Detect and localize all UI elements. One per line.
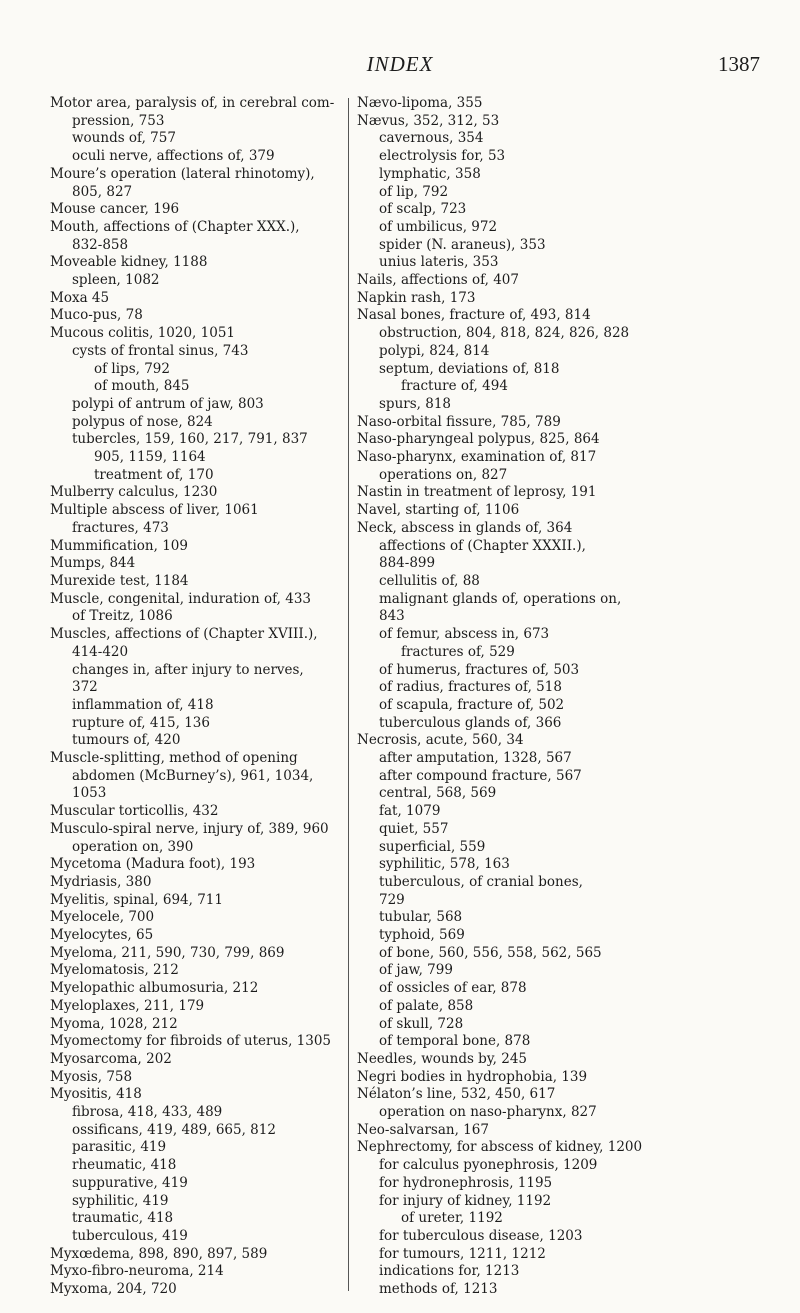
index-entry: 843	[379, 608, 405, 625]
index-entry: cysts of frontal sinus, 743	[72, 342, 249, 359]
index-column-right	[357, 95, 769, 1299]
index-entry: treatment of, 170	[94, 466, 214, 483]
index-entry: Moure’s operation (lateral rhinotomy),	[50, 165, 315, 182]
index-entry: Muscle, congenital, induration of, 433	[50, 590, 311, 607]
index-entry: spider (N. araneus), 353	[379, 236, 546, 253]
index-entry: of lips, 792	[94, 360, 170, 377]
index-entry: Muscular torticollis, 432	[50, 803, 219, 820]
index-entry: of radius, fractures of, 518	[379, 679, 562, 696]
index-entry: Naso-pharyngeal polypus, 825, 864	[357, 431, 600, 448]
index-entry: after amputation, 1328, 567	[379, 750, 572, 767]
index-entry: polypus of nose, 824	[72, 413, 213, 430]
index-entry: for tumours, 1211, 1212	[379, 1245, 546, 1262]
index-entry: of lip, 792	[379, 183, 449, 200]
index-entry: 729	[379, 891, 405, 908]
index-entry: Myeloplaxes, 211, 179	[50, 997, 205, 1014]
index-entry: 805, 827	[72, 183, 133, 200]
index-entry: changes in, after injury to nerves,	[72, 661, 304, 678]
index-entry: suppurative, 419	[72, 1174, 188, 1191]
index-column-left	[50, 95, 345, 1299]
index-entry: Myeloma, 211, 590, 730, 799, 869	[50, 944, 285, 961]
index-entry: Myelocytes, 65	[50, 927, 154, 944]
index-entry: Mucous colitis, 1020, 1051	[50, 325, 235, 342]
index-entry: indications for, 1213	[379, 1263, 520, 1280]
index-entry: Mouse cancer, 196	[50, 201, 180, 218]
index-entry: of scapula, fracture of, 502	[379, 696, 565, 713]
index-entry: Nails, affections of, 407	[357, 272, 519, 289]
index-entry: fibrosa, 418, 433, 489	[72, 1104, 223, 1121]
index-entry: Myxoma, 204, 720	[50, 1281, 177, 1298]
index-entry: Myosis, 758	[50, 1068, 133, 1085]
index-entry: parasitic, 419	[72, 1139, 167, 1156]
index-entry: Moveable kidney, 1188	[50, 254, 208, 271]
index-entry: for injury of kidney, 1192	[379, 1192, 552, 1209]
index-entry: operation on, 390	[72, 838, 194, 855]
index-entry: 884-899	[379, 555, 436, 572]
index-entry: Moxa 45	[50, 289, 110, 306]
index-entry: syphilitic, 419	[72, 1192, 169, 1209]
index-entry: spurs, 818	[379, 395, 451, 412]
index-entry: superficial, 559	[379, 838, 486, 855]
index-entry: tubercles, 159, 160, 217, 791, 837	[72, 431, 308, 448]
index-entry: of femur, abscess in, 673	[379, 626, 550, 643]
index-entry: fractures of, 529	[401, 643, 515, 660]
index-entry: tumours of, 420	[72, 732, 181, 749]
index-entry: 414-420	[72, 643, 129, 660]
index-entry: Muco-pus, 78	[50, 307, 143, 324]
index-entry: spleen, 1082	[72, 272, 160, 289]
index-entry: rheumatic, 418	[72, 1157, 177, 1174]
index-entry: Musculo-spiral nerve, injury of, 389, 960	[50, 820, 329, 837]
index-entry: Muscle-splitting, method of opening	[50, 750, 298, 767]
index-entry: Naso-orbital fissure, 785, 789	[357, 413, 561, 430]
page-header	[0, 52, 800, 82]
index-entry: for hydronephrosis, 1195	[379, 1174, 553, 1191]
index-entry: central, 568, 569	[379, 785, 497, 802]
index-entry: of skull, 728	[379, 1015, 464, 1032]
index-entry: Navel, starting of, 1106	[357, 502, 520, 519]
index-entry: cellulitis of, 88	[379, 572, 480, 589]
index-entry: 372	[72, 679, 98, 696]
index-entry: Negri bodies in hydrophobia, 139	[357, 1068, 588, 1085]
index-entry: Mycetoma (Madura foot), 193	[50, 856, 256, 873]
index-entry: lymphatic, 358	[379, 165, 481, 182]
index-entry: tubular, 568	[379, 909, 463, 926]
index-entry: of ureter, 1192	[401, 1210, 503, 1227]
index-entry: malignant glands of, operations on,	[379, 590, 622, 607]
index-entry: Myomectomy for fibroids of uterus, 1305	[50, 1033, 332, 1050]
index-entry: of Treitz, 1086	[72, 608, 173, 625]
index-entry: Naso-pharynx, examination of, 817	[357, 449, 597, 466]
index-entry: Motor area, paralysis of, in cerebral com-	[50, 95, 335, 111]
page-number: 1387	[718, 52, 760, 76]
index-entry: inflammation of, 418	[72, 696, 214, 713]
index-entry: for calculus pyonephrosis, 1209	[379, 1157, 598, 1174]
index-entry: syphilitic, 578, 163	[379, 856, 510, 873]
index-entry: Myxo-fibro-neuroma, 214	[50, 1263, 224, 1280]
index-entry: ossificans, 419, 489, 665, 812	[72, 1121, 276, 1138]
index-entry: Nævo-lipoma, 355	[357, 95, 483, 111]
index-entry: Nasal bones, fracture of, 493, 814	[357, 307, 591, 324]
index-entry: obstruction, 804, 818, 824, 826, 828	[379, 325, 630, 342]
index-entry: Muscles, affections of (Chapter XVIII.),	[50, 626, 318, 643]
index-entry: affections of (Chapter XXXII.),	[379, 537, 586, 554]
index-entry: after compound fracture, 567	[379, 767, 582, 784]
index-entry: of bone, 560, 556, 558, 562, 565	[379, 944, 602, 961]
index-entry: of umbilicus, 972	[379, 218, 498, 235]
index-entry: Myositis, 418	[50, 1086, 142, 1103]
index-entry: polypi, 824, 814	[379, 342, 490, 359]
index-entry: tuberculous, of cranial bones,	[379, 873, 583, 890]
index-entry: of temporal bone, 878	[379, 1033, 531, 1050]
index-entry: typhoid, 569	[379, 927, 465, 944]
index-entry: Myelitis, spinal, 694, 711	[50, 891, 223, 908]
index-entry: Murexide test, 1184	[50, 572, 189, 589]
index-entry: oculi nerve, affections of, 379	[72, 148, 275, 165]
index-entry: Myelocele, 700	[50, 909, 155, 926]
index-entry: methods of, 1213	[379, 1281, 498, 1298]
index-entry: wounds of, 757	[72, 130, 176, 147]
index-entry: pression, 753	[72, 112, 165, 129]
index-entry: Mouth, affections of (Chapter XXX.),	[50, 218, 300, 235]
running-title: INDEX	[366, 52, 434, 76]
index-entry: of scalp, 723	[379, 201, 467, 218]
index-entry: Myosarcoma, 202	[50, 1050, 172, 1067]
index-entry: fractures, 473	[72, 519, 169, 536]
index-entry: for tuberculous disease, 1203	[379, 1228, 583, 1244]
index-entry: Mulberry calculus, 1230	[50, 484, 218, 501]
index-entry: Nastin in treatment of leprosy, 191	[357, 484, 597, 501]
index-entry: 905, 1159, 1164	[94, 449, 206, 466]
index-entry: septum, deviations of, 818	[379, 360, 560, 377]
index-entry: Needles, wounds by, 245	[357, 1050, 528, 1067]
index-entry: Nephrectomy, for abscess of kidney, 1200	[357, 1139, 643, 1156]
index-entry: Myxœdema, 898, 890, 897, 589	[50, 1245, 268, 1262]
index-entry: traumatic, 418	[72, 1210, 174, 1227]
index-entry: tuberculous glands of, 366	[379, 714, 562, 731]
index-entry: 1053	[72, 785, 107, 802]
index-entry: operations on, 827	[379, 466, 508, 483]
index-entry: quiet, 557	[379, 820, 449, 837]
index-entry: of humerus, fractures of, 503	[379, 661, 580, 678]
index-entry: Mumps, 844	[50, 555, 136, 572]
index-entry: tuberculous, 419	[72, 1228, 188, 1244]
column-divider	[348, 98, 349, 1291]
index-entry: 832-858	[72, 236, 129, 253]
index-entry: Myelopathic albumosuria, 212	[50, 980, 259, 997]
index-entry: Napkin rash, 173	[357, 289, 476, 306]
index-entry: Multiple abscess of liver, 1061	[50, 502, 259, 519]
index-entry: abdomen (McBurney’s), 961, 1034,	[72, 767, 314, 784]
index-entry: cavernous, 354	[379, 130, 484, 147]
index-entry: Myelomatosis, 212	[50, 962, 179, 979]
index-entry: of mouth, 845	[94, 378, 190, 395]
index-entry: unius lateris, 353	[379, 254, 499, 271]
index-entry: Neck, abscess in glands of, 364	[357, 519, 573, 536]
index-entry: Mummification, 109	[50, 537, 188, 554]
index-entry: of palate, 858	[379, 997, 474, 1014]
index-entry: polypi of antrum of jaw, 803	[72, 395, 264, 412]
index-entry: Nævus, 352, 312, 53	[357, 112, 500, 129]
index-entry: operation on naso-pharynx, 827	[379, 1104, 597, 1121]
index-entry: of jaw, 799	[379, 962, 453, 979]
index-entry: Mydriasis, 380	[50, 873, 152, 890]
index-entry: Myoma, 1028, 212	[50, 1015, 178, 1032]
index-entry: electrolysis for, 53	[379, 148, 506, 165]
index-entry: fat, 1079	[379, 803, 441, 820]
index-entry: Nélaton’s line, 532, 450, 617	[357, 1086, 556, 1103]
index-entry: of ossicles of ear, 878	[379, 980, 527, 997]
index-entry: rupture of, 415, 136	[72, 714, 210, 731]
index-entry: Necrosis, acute, 560, 34	[357, 732, 524, 749]
index-entry: fracture of, 494	[401, 378, 508, 395]
index-entry: Neo-salvarsan, 167	[357, 1121, 489, 1138]
